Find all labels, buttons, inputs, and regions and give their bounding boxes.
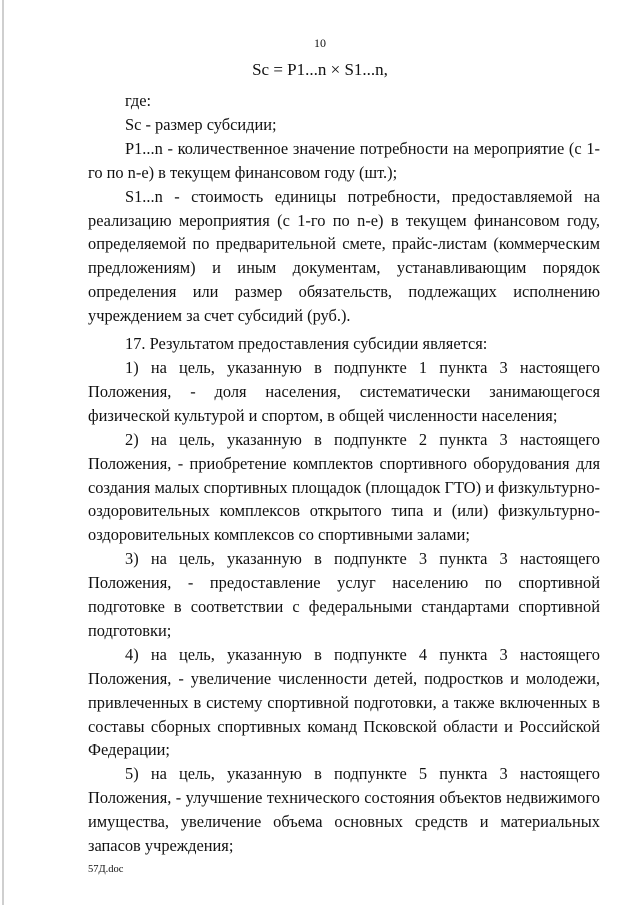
- paragraph-sc-definition: Sc - размер субсидии;: [125, 114, 277, 134]
- document-body: [88, 89, 600, 858]
- paragraph-result-5: 5) на цель, указанную в подпункте 5 пункта 3 настоящего Положения, - улучшение технического состояния объектов недвижимого имущества, увеличение объема основных средств и материальных запасов учреждения;: [88, 764, 600, 856]
- paragraph-item-17: 17. Результатом предоставления субсидии является:: [125, 334, 488, 354]
- footer-filename: 57Д.doc: [88, 864, 124, 875]
- paragraph-result-2: 2) на цель, указанную в подпункте 2 пункта 3 настоящего Положения, - приобретение комплектов спортивного оборудования для создания малых спортивных площадок (площадок ГТО) и физкультурно-оздоровительных комплексов открытого типа и (или) физкультурно-оздоровительных комплексов со спортивными залами;: [88, 429, 600, 545]
- paragraph-s-definition: S1...n - стоимость единицы потребности, предоставляемой на реализацию мероприятия (с 1-го по n-е) в текущем финансовом году, определяемой по предварительной смете, прайс-листам (коммерческим предложениям) и иным документам, устанавливающим порядок определения или размер обязательств, подлежащих исполнению учреждением за счет субсидий (руб.).: [88, 186, 600, 326]
- scan-edge-mark: [2, 0, 4, 905]
- subsidy-formula: Sc = P1...n × S1...n,: [252, 60, 388, 79]
- paragraph-where: где:: [125, 91, 152, 110]
- paragraph-result-4: 4) на цель, указанную в подпункте 4 пункта 3 настоящего Положения, - увеличение численности детей, подростков и молодежи, привлеченных в систему спортивной подготовки, а также включенных в составы сборных спортивных команд Псковской области и Российской Федерации;: [88, 644, 600, 760]
- paragraph-result-3: 3) на цель, указанную в подпункте 3 пункта 3 настоящего Положения, - предоставление услуг населению по спортивной подготовке в соответствии с федеральными стандартами спортивной подготовки;: [88, 549, 600, 640]
- page-number: 10: [314, 36, 326, 50]
- paragraph-p-definition: P1...n - количественное значение потребности на мероприятие (с 1-го по n-е) в текущем финансовом году (шт.);: [88, 138, 600, 182]
- paragraph-result-1: 1) на цель, указанную в подпункте 1 пункта 3 настоящего Положения, - доля населения, систематически занимающегося физической культурой и спортом, в общей численности населения;: [88, 357, 600, 425]
